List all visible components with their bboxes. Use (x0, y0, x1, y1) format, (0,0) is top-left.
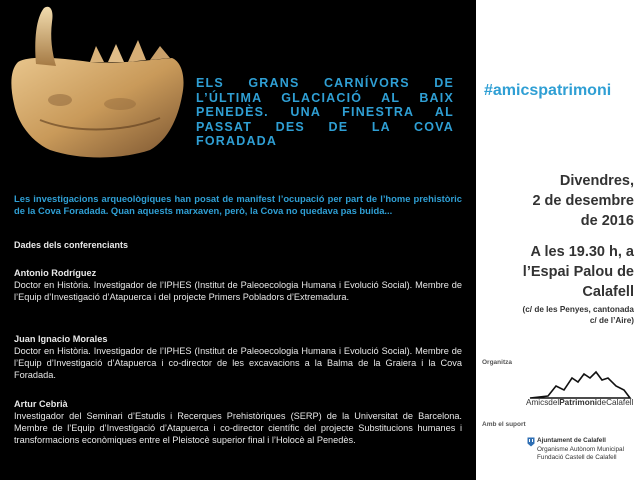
speakers-heading: Dades dels conferenciants (14, 240, 129, 250)
organizer-logo-text (526, 398, 633, 407)
date-line: de 2016 (580, 213, 634, 229)
organitza-label: Organitza (482, 359, 512, 366)
address-line: (c/ de les Penyes, cantonada (522, 305, 634, 314)
event-time-place (480, 242, 634, 302)
speaker-bio: Doctor en Història. Investigador de l’IPHES (Institut de Paleoecologia Humana i Evolució Social). Membre de l’Equip d’Investigació d’Atapuerca i del projecte Primers Pobladors d’Extremadura. (14, 279, 462, 302)
intro-paragraph: Les investigacions arqueològiques han posat de manifest l’ocupació per part de l’home prehistòric de la Cova Foradada. Quan aquests marxaven, però, la Cova no quedava pas buida... (14, 193, 462, 217)
organisme-line: Fundació Castell de Calafell (537, 453, 617, 461)
ajuntament-name: Ajuntament de Calafell (537, 437, 606, 444)
speaker-1 (14, 268, 462, 304)
date-line: Divendres, (559, 173, 634, 189)
logo-part: Patrimoni (559, 398, 597, 407)
event-title: ELS GRANS CARNÍVORS DE L’ÚLTIMA GLACIACIÓ AL BAIX PENEDÈS. UNA FINESTRA AL PASSAT DES DE LA COVA FORADADA (196, 76, 454, 148)
organisme-text (537, 446, 624, 461)
time-line: Calafell (582, 284, 634, 300)
speaker-2 (14, 334, 462, 382)
event-address (480, 305, 634, 326)
suport-label: Amb el suport (482, 421, 526, 428)
speaker-bio: Doctor en Història. Investigador de l’IPHES (Institut de Paleoecologia Humana i Evolució Social). Membre de l’Equip d’Investigació d’Atapuerca i co-director de les excavacions a la Balma de la Graiera i la Cova Foradada. (14, 345, 462, 380)
logo-part: Amicsdel (526, 398, 560, 407)
speaker-name: Artur Cebrià (14, 399, 68, 409)
address-line: c/ de l’Aire) (589, 315, 634, 325)
time-line: l’Espai Palou de (522, 264, 634, 280)
organisme-line: Organisme Autònom Municipal (537, 446, 625, 453)
fossil-jaw-image (0, 0, 200, 175)
logo-part: deCalafell (596, 398, 634, 407)
speaker-name: Juan Ignacio Morales (14, 334, 108, 344)
speaker-name: Antonio Rodríguez (14, 268, 97, 278)
speaker-3 (14, 399, 462, 447)
hashtag: #amicspatrimoni (484, 82, 612, 99)
speaker-bio: Investigador del Seminari d’Estudis i Recerques Prehistòriques (SERP) de la Universitat de Barcelona. Membre de l’Equip d’Investigació d’Atapuerca i co-director científic del projecte Substitucions humanes i transformacions econòmiques entre el Pleistocè superior final i l’Holocè al Penedès. (14, 410, 462, 445)
date-line: 2 de desembre (532, 193, 634, 209)
coat-of-arms-icon (527, 437, 535, 447)
event-date (480, 171, 634, 231)
time-line: A les 19.30 h, a (530, 244, 634, 260)
